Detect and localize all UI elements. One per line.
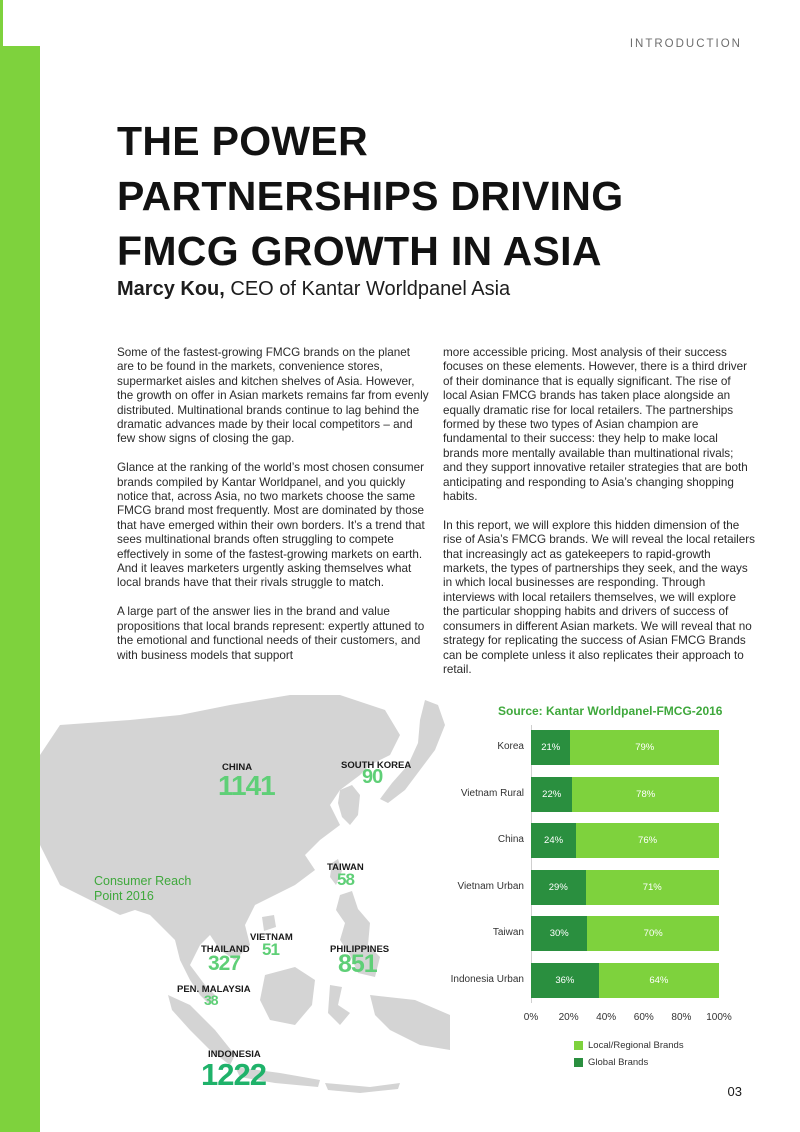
author-role: CEO of Kantar Worldpanel Asia — [224, 278, 511, 300]
legend-swatch-local — [574, 1041, 583, 1050]
map-value-vietnam: 51 — [262, 940, 279, 959]
paragraph: more accessible pricing. Most analysis of their success focuses on these elements. However, there is a third driver of their dominance that is equally significant. The rise of local Asian FMCG brands has taken place alongside an equally dramatic rise for local retailers. The partnerships formed by these two types of Asian champion are fundamental to their success: they help to make local brands more mentally available than multinational rivals; and they support innovative retailer strategies that are both anticipating and responding to Asia’s changing shopping habits. — [443, 346, 748, 504]
x-tick-label: 80% — [671, 1012, 692, 1023]
bar-global: 24% — [531, 823, 576, 858]
text-column-right — [443, 346, 755, 677]
map-label-china: CHINA — [222, 762, 253, 773]
map-value-indonesia: 1222 — [201, 1057, 266, 1092]
x-tick-label: 20% — [558, 1012, 579, 1023]
bar-category-label: Taiwan — [492, 927, 524, 938]
map-caption: Consumer Reach Point 2016 — [94, 874, 192, 903]
bar-local: 79% — [570, 730, 719, 765]
bar-global: 22% — [531, 777, 572, 812]
paragraph: A large part of the answer lies in the brand and value propositions that local brands represent: expertly attuned to the emotional and functional needs of their customers, and with business models that support — [117, 605, 425, 662]
paragraph: Glance at the ranking of the world’s most chosen consumer brands compiled by Kantar Worldpanel, and you quickly notice that, across Asia, no two markets choose the same FMCG brand most frequently. Most are dominated by those that have emerged within their own borders. It’s a trend that sees multinational brands often struggling to compete effectively in some of the fastest-growing markets on earth. And it leaves marketers urgently asking themselves what local brands have that their rivals struggle to match. — [117, 461, 425, 590]
x-tick-label: 60% — [633, 1012, 654, 1023]
section-label: INTRODUCTION — [629, 38, 742, 50]
korea-peninsula — [338, 785, 360, 825]
author-name: Marcy Kou, — [117, 278, 225, 300]
map-label-taiwan: TAIWAN — [327, 862, 364, 873]
bar-category-label: Indonesia Urban — [450, 973, 524, 985]
text-column-left — [117, 346, 429, 663]
map-value-pen-malaysia: 38 — [204, 992, 218, 1008]
x-tick-label: 40% — [596, 1012, 617, 1023]
bar-local: 76% — [576, 823, 719, 858]
bar-category-label: Vietnam Rural — [460, 787, 524, 799]
map-label-vietnam: VIETNAM — [250, 932, 293, 943]
borneo-island — [260, 967, 315, 1025]
bar-global: 36% — [531, 963, 599, 998]
accent-line — [0, 0, 3, 46]
paragraph: Some of the fastest-growing FMCG brands on the planet are to be found in the markets, convenience stores, supermarket aisles and kitchen shelves of Asia. However, the growth on offer in Asian markets remains far from evenly distributed. Multinational brands continue to lag behind the dramatic advances made by their local competitors – and few show signs of closing the gap. — [117, 346, 429, 446]
x-tick-label: 100% — [706, 1012, 732, 1023]
map-label-indonesia: INDONESIA — [208, 1049, 261, 1060]
bar-global: 21% — [531, 730, 570, 765]
legend-item-local — [574, 1040, 684, 1051]
byline — [117, 278, 510, 301]
sulawesi-island — [328, 985, 350, 1025]
map-value-thailand: 327 — [208, 952, 241, 975]
map-value-south-korea: 90 — [362, 766, 383, 788]
legend-label-global: Global Brands — [588, 1057, 649, 1068]
bar-local: 71% — [586, 870, 719, 905]
legend-label-local: Local/Regional Brands — [588, 1040, 684, 1051]
chart-source: Source: Kantar Worldpanel-FMCG-2016 — [498, 704, 723, 718]
bar-global: 29% — [531, 870, 586, 905]
page-number: 03 — [727, 1084, 742, 1099]
hainan-island — [262, 915, 276, 931]
bar-category-label: China — [497, 834, 524, 845]
bar-local: 70% — [587, 916, 719, 951]
accent-bar — [0, 46, 40, 1132]
map-label-thailand: THAILAND — [201, 944, 250, 955]
map-value-philippines: 851 — [338, 950, 377, 978]
map-label-pen-malaysia: PEN. MALAYSIA — [177, 984, 251, 995]
x-tick-label: 0% — [523, 1012, 539, 1023]
bar-category-label: Korea — [497, 741, 524, 752]
map-value-taiwan: 58 — [337, 870, 354, 889]
bar-local: 64% — [599, 963, 719, 998]
chart-axis-line — [531, 725, 532, 1003]
map-label-south-korea: SOUTH KOREA — [341, 760, 412, 771]
title-line: THE POWER — [117, 118, 368, 164]
map-label-philippines: PHILIPPINES — [330, 944, 390, 955]
bar-global: 30% — [531, 916, 587, 951]
article-title — [117, 114, 737, 279]
paragraph: In this report, we will explore this hidden dimension of the rise of Asia’s FMCG brands. We will reveal the local retailers that increasingly act as gatekeepers to rapid-growth markets, the types of partnerships they seek, and the ways in which local businesses are responding. Through interviews with local retailers themselves, we will explore the particular shopping habits and drivers of success of consumers in different Asian markets. We will reveal that no strategy for replicating the success of Asian FMCG Brands can be complete unless it also replicates their approach to retail. — [443, 518, 755, 676]
title-line: FMCG GROWTH IN ASIA — [117, 228, 602, 274]
title-line: PARTNERSHIPS DRIVING — [117, 173, 624, 219]
papua-island — [370, 995, 450, 1050]
lesser-sunda-islands — [325, 1083, 400, 1093]
bar-local: 78% — [572, 777, 719, 812]
legend-swatch-global — [574, 1058, 583, 1067]
map-value-china: 1141 — [218, 770, 275, 801]
legend-item-global — [574, 1057, 648, 1068]
bar-category-label: Vietnam Urban — [457, 880, 524, 892]
